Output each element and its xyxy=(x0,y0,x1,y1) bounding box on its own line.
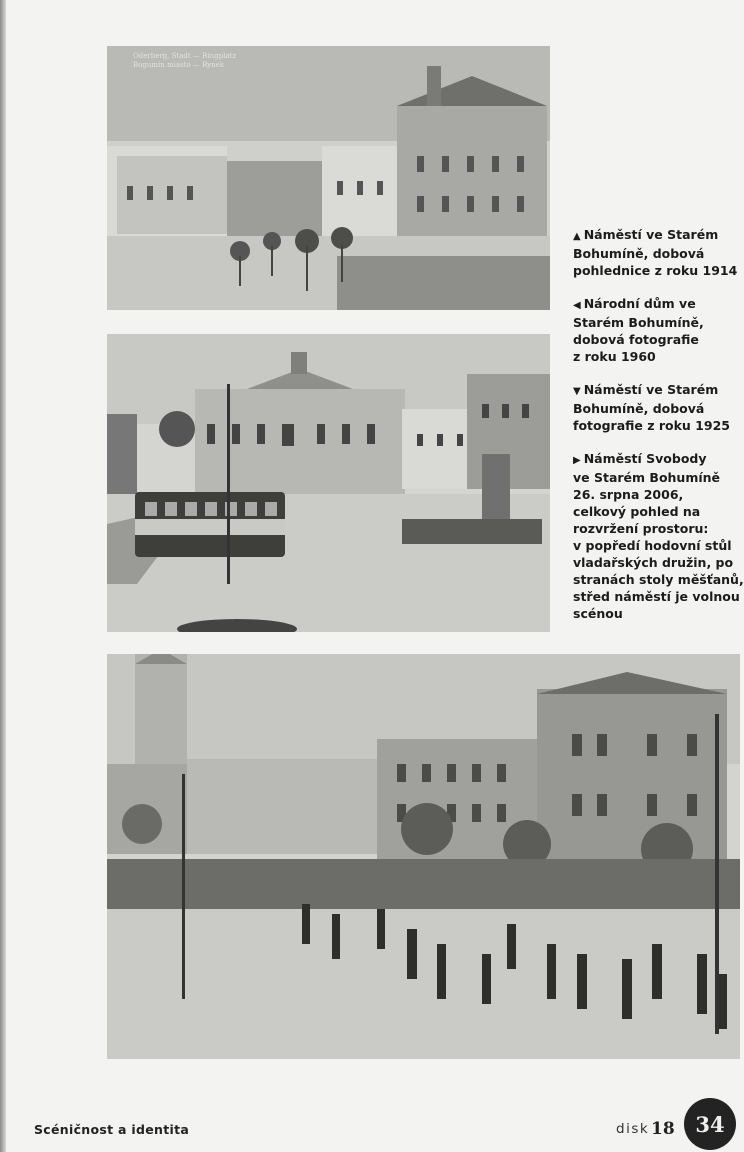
triangle-up-icon: ▲ xyxy=(573,231,581,242)
caption-line: vladařských družin, po xyxy=(573,555,734,570)
caption-line: pohlednice z roku 1914 xyxy=(573,263,738,278)
postcard-caption xyxy=(133,52,236,70)
caption-square-1925 xyxy=(573,381,743,434)
caption-line: Náměstí Svobody xyxy=(583,451,707,466)
page-number-badge: 34 xyxy=(684,1098,736,1150)
caption-square-2006 xyxy=(573,450,743,622)
photo-square-1925 xyxy=(107,654,740,1059)
postcard-caption-line-2: Bogumin miasto — Rynek xyxy=(133,61,225,69)
caption-narodni-dum-1960 xyxy=(573,295,743,365)
caption-line: rozvržení prostoru: xyxy=(573,521,709,536)
caption-line: Starém Bohumíně, xyxy=(573,315,704,330)
caption-line: Bohumíně, dobová xyxy=(573,401,705,416)
caption-line: scénou xyxy=(573,606,623,621)
caption-line: dobová fotografie xyxy=(573,332,699,347)
caption-line: Bohumíně, dobová xyxy=(573,246,705,261)
issue-number: 18 xyxy=(651,1119,675,1139)
photo-captions xyxy=(573,226,743,638)
caption-line: v popředí hodovní stůl xyxy=(573,538,732,553)
photo-narodni-dum-1960 xyxy=(107,334,550,632)
caption-line: střed náměstí je volnou xyxy=(573,589,740,604)
caption-line: stranách stoly měšťanů, xyxy=(573,572,744,587)
triangle-down-icon: ▼ xyxy=(573,386,581,397)
section-title: Scéničnost a identita xyxy=(34,1122,190,1137)
caption-line: Náměstí ve Starém xyxy=(583,382,719,397)
caption-line: fotografie z roku 1925 xyxy=(573,418,730,433)
triangle-left-icon: ◀ xyxy=(573,300,581,311)
triangle-right-icon: ▶ xyxy=(573,455,581,466)
caption-line: z roku 1960 xyxy=(573,349,656,364)
caption-line: Náměstí ve Starém xyxy=(583,227,719,242)
caption-line: ve Starém Bohumíně xyxy=(573,470,721,485)
photo-square-1914 xyxy=(107,46,550,310)
magazine-name: disk xyxy=(616,1121,650,1137)
caption-line: celkový pohled na xyxy=(573,504,701,519)
caption-square-1914 xyxy=(573,226,743,279)
book-spine-shadow xyxy=(0,0,6,1152)
caption-line: 26. srpna 2006, xyxy=(573,487,684,502)
postcard-caption-line-1: Oderberg, Stadt — Ringplatz xyxy=(133,52,237,60)
caption-line: Národní dům ve xyxy=(583,296,696,311)
